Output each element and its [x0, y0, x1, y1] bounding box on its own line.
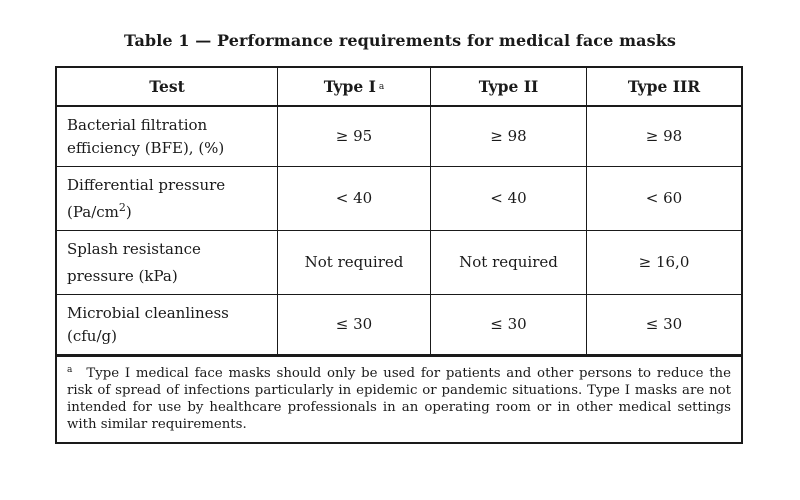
- row-test-name-line1: Bacterial filtration: [67, 115, 208, 134]
- row-value-type-1: ≤ 30: [278, 295, 431, 354]
- header-type-2: Type II: [431, 68, 587, 105]
- table-header-row: [57, 68, 741, 107]
- header-type-1-label: Type I: [323, 77, 376, 96]
- table-caption: Table 1 — Performance requirements for medical face masks: [123, 31, 676, 50]
- row-value-type-1: Not required: [278, 231, 431, 294]
- row-test-name: [57, 107, 278, 166]
- table-row: [57, 295, 741, 355]
- table-footnote: [57, 355, 741, 442]
- header-test: Test: [57, 68, 278, 105]
- row-test-name-line2: efficiency (BFE), (%): [67, 138, 225, 157]
- row-value-type-2r: ≥ 16,0: [638, 253, 690, 271]
- row-value-type-2: Not required: [431, 231, 587, 294]
- row-test-name: [57, 167, 278, 230]
- header-type-2r: Type IIR: [627, 77, 701, 96]
- row-test-unit-end: ): [125, 202, 132, 221]
- row-test-unit-start: (Pa/cm: [67, 202, 119, 221]
- header-type-1: Type I a: [278, 68, 431, 105]
- row-value-type-1: ≥ 95: [278, 107, 431, 166]
- row-value-type-2r: < 60: [645, 189, 683, 207]
- row-test-name-line2: (cfu/g): [67, 326, 117, 345]
- footnote-marker: a: [67, 364, 73, 375]
- row-test-name-line1: Splash resistance: [67, 239, 201, 258]
- row-value-type-1: < 40: [278, 167, 431, 230]
- row-value-type-2r: ≤ 30: [645, 315, 683, 333]
- row-value-type-2: ≥ 98: [431, 107, 587, 166]
- table-row: [57, 167, 741, 231]
- row-test-name: [57, 231, 278, 294]
- performance-table: [55, 66, 743, 444]
- row-test-name: [57, 295, 278, 354]
- footnote-text: Type I medical face masks should only be used for patients and other persons to reduce the risk of spread of infections particularly in epidemic or pandemic situations. Type I masks are not intended for use by healthcare professionals in an operating room or in other medical settings with similar requirements.: [67, 366, 731, 432]
- table-row: [57, 231, 741, 295]
- row-test-name-line1: Microbial cleanliness: [67, 303, 229, 322]
- row-value-type-2: < 40: [431, 167, 587, 230]
- row-test-name-line1: Differential pressure: [67, 175, 226, 194]
- row-value-type-2r: ≥ 98: [645, 127, 683, 145]
- row-test-name-line2: pressure (kPa): [67, 266, 178, 285]
- row-value-type-2: ≤ 30: [431, 295, 587, 354]
- row-test-name-line2: [67, 201, 225, 224]
- table-row: [57, 107, 741, 167]
- row-test-unit-exponent: 2: [118, 200, 126, 214]
